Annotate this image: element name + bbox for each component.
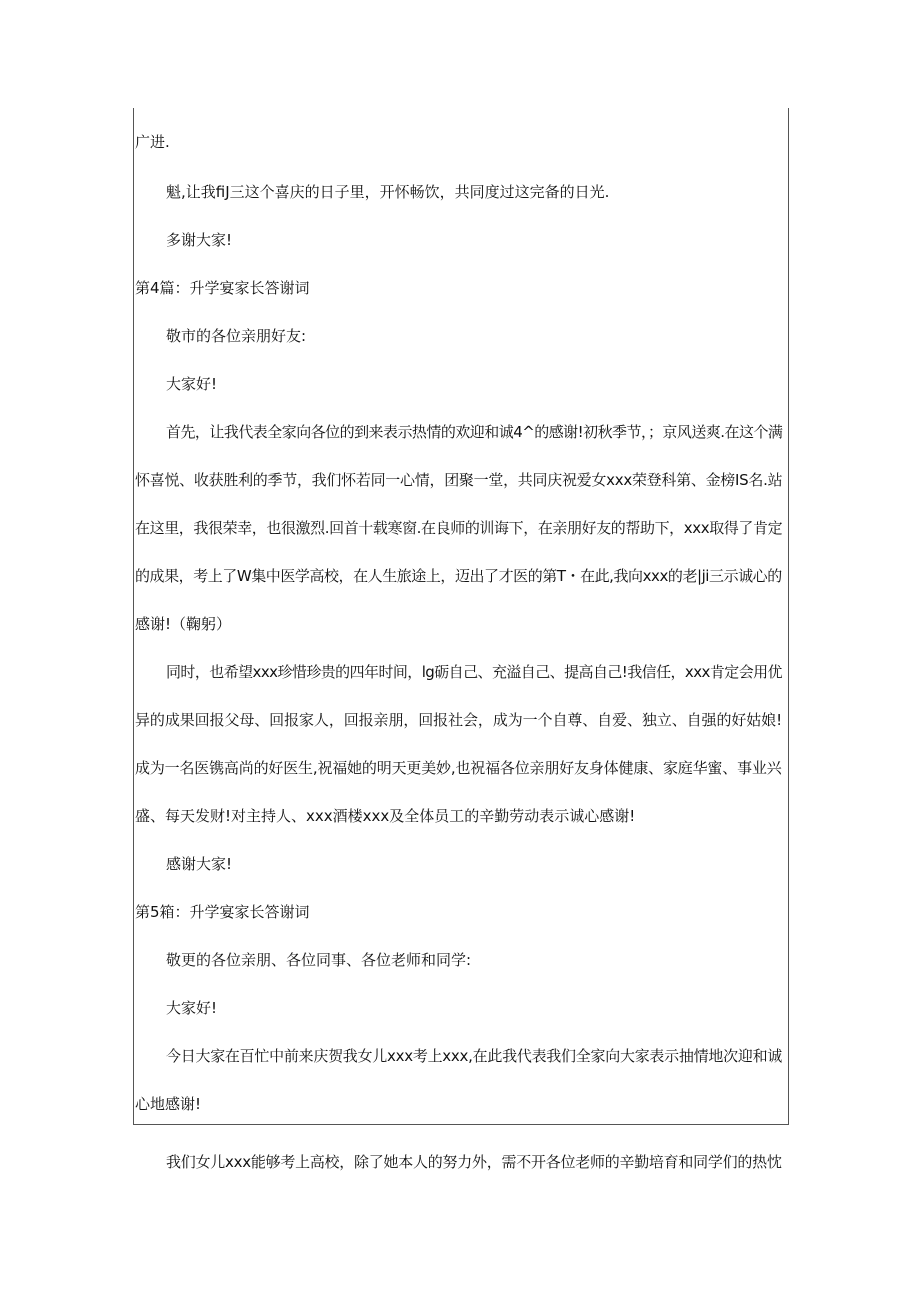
text-line: 大家好! [166, 375, 218, 393]
text-line: 的成果，考上了W集中医学高校，在人生旅途上，迈出了才医的第T・在此,我向xxx的老|ji三示诚心的 [135, 567, 782, 585]
section-heading: 第5箱：升学宴家长答谢词 [135, 903, 310, 921]
text-line: 同时，也希望xxx珍惜珍贵的四年时间，lg砺自己、充溢自己、提高自己!我信任，xxx肯定会用优 [166, 663, 782, 681]
text-line: 大家好! [166, 999, 218, 1017]
text-line: 首先，让我代表全家向各位的到来表示热情的欢迎和诚4^的感谢!初秋季节，；京风送爽.在这个满 [166, 423, 783, 441]
text-line: 多谢大家! [166, 231, 233, 249]
text-line: 广进. [135, 133, 170, 151]
text-line: 盛、每天发财!对主持人、xxx酒楼xxx及全体员工的辛勤劳动表示诚心感谢! [135, 807, 636, 825]
text-line: 敬市的各位亲朋好友: [166, 327, 307, 345]
text-line: 成为一名医镌高尚的好医生,祝福她的明天更美妙,也祝福各位亲朋好友身体健康、家庭华蜜、事业兴 [135, 759, 782, 777]
text-line: 今日大家在百忙中前来庆贺我女儿xxx考上xxx,在此我代表我们全家向大家表示抽情地次迎和诚 [166, 1047, 783, 1065]
section-heading: 第4篇：升学宴家长答谢词 [135, 279, 310, 297]
text-line: 敬更的各位亲朋、各位同事、各位老师和同学: [166, 951, 472, 969]
text-line: 异的成果回报父母、回报家人，回报亲朋，回报社会，成为一个自尊、自爱、独立、自强的好姑娘! [135, 711, 783, 729]
text-line: 心地感谢! [135, 1095, 202, 1113]
text-line: 我们女儿xxx能够考上高校，除了她本人的努力外，需不开各位老师的辛勤培育和同学们的热忱 [166, 1153, 782, 1171]
text-line: 在这里，我很荣幸，也很激烈.回首十载寒窗.在良师的训诲下，在亲朋好友的帮助下，xxx取得了肯定 [135, 519, 783, 537]
text-line: 感谢大家! [166, 855, 233, 873]
text-line: 怀喜悦、收获胜利的季节，我们怀若同一心情，团聚一堂，共同庆祝爱女xxx荣登科第、金榜IS名.站 [135, 471, 783, 489]
text-line: 魁,让我fiJ三这个喜庆的日子里，开怀畅饮，共同度过这完备的日光. [166, 183, 610, 201]
page-frame [133, 108, 789, 1125]
text-line: 感谢!（鞠躬） [135, 615, 232, 633]
